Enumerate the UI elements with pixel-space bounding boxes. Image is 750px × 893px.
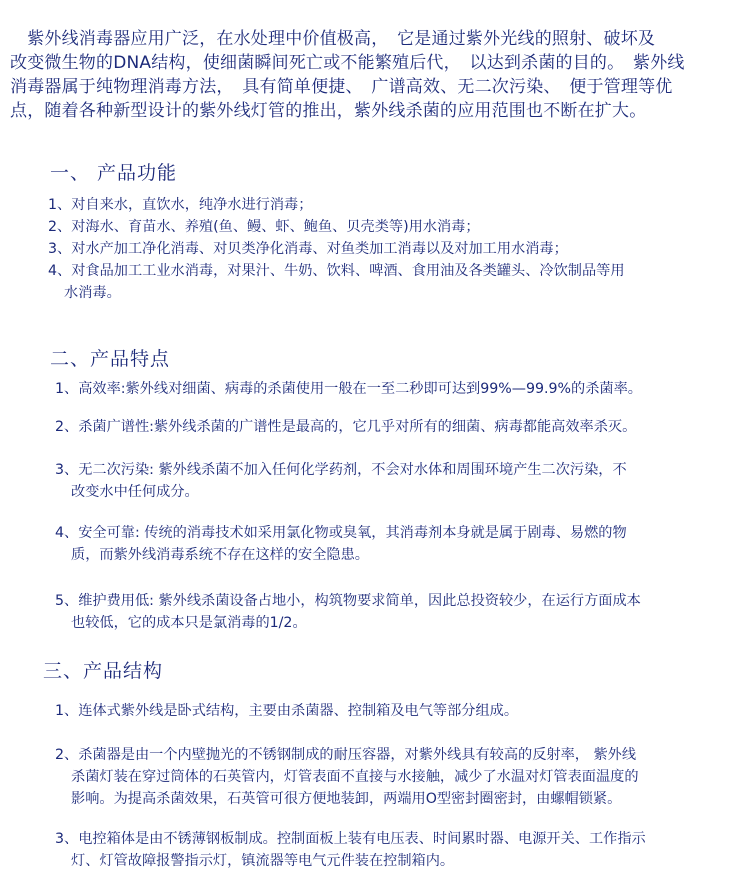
list-item — [55, 416, 636, 438]
list-item — [55, 744, 639, 810]
section-heading-features: 二、产品特点 — [50, 348, 171, 370]
list-item-text: 影响。为提高杀菌效果，石英管可很方便地装卸，两端用O型密封圈密封，由螺帽锁紧。 — [71, 791, 622, 807]
list-item-text: 2、杀菌广谱性:紫外线杀菌的广谱性是最高的，它几乎对所有的细菌、病毒都能高效率杀灭。 — [55, 419, 637, 435]
list-item-text: 改变水中任何成分。 — [71, 484, 199, 500]
list-item — [55, 378, 642, 400]
list-item-text: 3、无二次污染: 紫外线杀菌不加入任何化学药剂，不会对水体和周围环境产生二次污染，不 — [55, 462, 627, 478]
section-heading-structure: 三、产品结构 — [43, 660, 164, 682]
list-item-text: 3、对水产加工净化消毒、对贝类净化消毒、对鱼类加工消毒以及对加工用水消毒； — [48, 241, 568, 257]
list-item — [48, 238, 568, 260]
list-item-text: 1、对自来水，直饮水，纯净水进行消毒； — [48, 197, 313, 213]
list-item-text: 水消毒。 — [64, 285, 121, 301]
list-item — [55, 700, 518, 722]
list-item — [48, 260, 625, 304]
list-item-text: 5、维护费用低: 紫外线杀菌设备占地小，构筑物要求简单，因此总投资较少，在运行方面成本 — [55, 593, 641, 609]
list-item-text: 4、对食品加工工业水消毒，对果汁、牛奶、饮料、啤酒、食用油及各类罐头、冷饮制品等用 — [48, 263, 625, 279]
list-item-text: 3、电控箱体是由不锈薄钢板制成。控制面板上装有电压表、时间累时器、电源开关、工作指示 — [55, 831, 646, 847]
list-item — [55, 522, 627, 566]
intro-line: 消毒器属于纯物理消毒方法， 具有简单便捷、 广谱高效、无二次污染、 便于管理等优 — [10, 77, 673, 97]
intro-line: 紫外线消毒器应用广泛，在水处理中价值极高， 它是通过紫外光线的照射、破坏及 — [10, 29, 656, 49]
list-item — [48, 216, 480, 238]
list-item-text: 灯、灯管故障报警指示灯，镇流器等电气元件装在控制箱内。 — [71, 853, 455, 869]
intro-line: 改变微生物的DNA结构，使细菌瞬间死亡或不能繁殖后代， 以达到杀菌的目的。 紫外线 — [10, 53, 685, 73]
intro-line: 点，随着各种新型设计的紫外线灯管的推出，紫外线杀菌的应用范围也不断在扩大。 — [10, 101, 647, 121]
list-item-text: 也较低，它的成本只是氯消毒的1/2。 — [71, 615, 307, 631]
list-item — [48, 194, 312, 216]
list-item — [55, 590, 641, 634]
list-item-text: 质，而紫外线消毒系统不存在这样的安全隐患。 — [71, 547, 369, 563]
list-item — [55, 459, 627, 503]
list-item-text: 2、对海水、育苗水、养殖(鱼、鳗、虾、鲍鱼、贝壳类等)用水消毒； — [48, 219, 480, 235]
list-item-text: 4、安全可靠: 传统的消毒技术如采用氯化物或臭氧，其消毒剂本身就是属于剧毒、易燃的物 — [55, 525, 627, 541]
intro-paragraph — [10, 27, 740, 123]
list-item-text: 1、连体式紫外线是卧式结构，主要由杀菌器、控制箱及电气等部分组成。 — [55, 703, 519, 719]
section-heading-functions: 一、 产品功能 — [50, 162, 178, 184]
list-item-text: 1、高效率:紫外线对细菌、病毒的杀菌使用一般在一至二秒即可达到99%—99.9%的杀菌率。 — [55, 381, 642, 397]
list-item — [55, 828, 646, 872]
list-item-text: 2、杀菌器是由一个内壁抛光的不锈钢制成的耐压容器，对紫外线具有较高的反射率， 紫外线 — [55, 747, 637, 763]
list-item-text: 杀菌灯装在穿过筒体的石英管内，灯管表面不直接与水接触，减少了水温对灯管表面温度的 — [71, 769, 639, 785]
